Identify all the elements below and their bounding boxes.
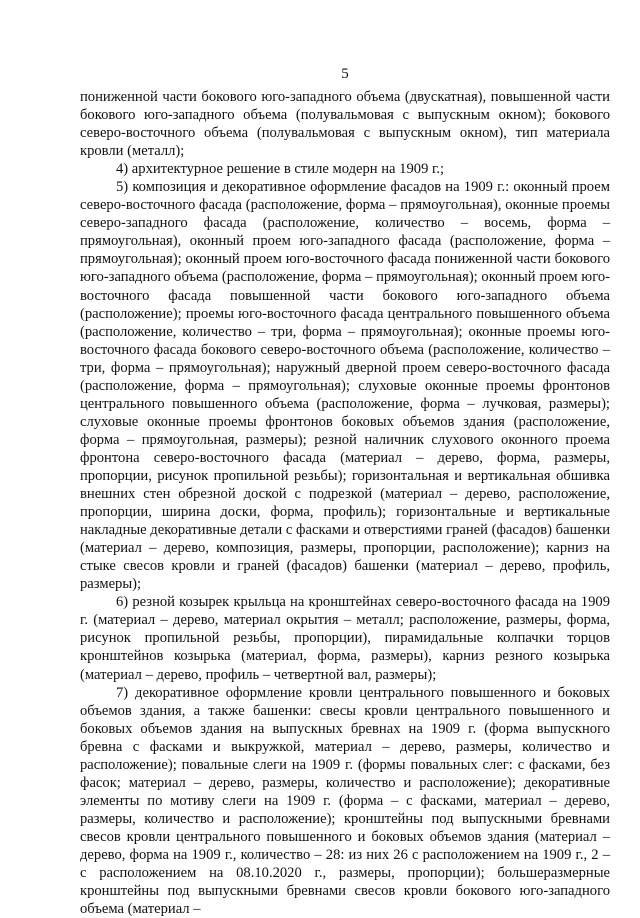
paragraph-roof-continuation: пониженной части бокового юго-западного объема (двускатная), повышенной части бокового юго-западного объема (полувальмовая с выпускным окном); бокового северо-восточного объема (полувальмовая с выпускным окном), тип материала кровли (металл); [80,89,610,160]
paragraph-item-5: 5) композиция и декоративное оформление фасадов на 1909 г.: оконный проем северо-восточного фасада (расположение, форма – прямоугольная), оконные проемы северо-западного фасада (расположение, количество – восемь, форма – прямоугольная), оконный проем юго-западного фасада (расположение, форма – прямоугольная); оконный проем юго-восточного фасада пониженной части бокового юго-западного объема (расположение, форма – прямоугольная); оконный проем юго-восточного фасада повышенной части бокового юго-западного объема (расположение); проемы юго-восточного фасада центрального повышенного объема (расположение, количество – три, форма – прямоугольная); оконные проемы юго-восточного фасада бокового северо-восточного объема (расположение, количество – три, форма – прямоугольная); наружный дверной проем северо-восточного фасада (расположение, форма – прямоугольная); слуховые оконные проемы фронтонов центрального повышенного объема (расположение, форма – лучковая, размеры); слуховые оконные проемы фронтонов боковых объемов здания (расположение, форма – прямоугольная, размеры); резной наличник слухового оконного проема фронтона северо-восточного фасада (материал – дерево, форма, размеры, пропорции, рисунок пропильной резьбы); горизонтальная и вертикальная обшивка внешних стен обрезной доской с подрезкой (материал – дерево, расположение, пропорции, ширина доски, форма, профиль); горизонтальные и вертикальные накладные декоративные детали с фасками и отверстиями граней (фасадов) башенки (материал – дерево, композиция, размеры, пропорции, расположение); карниз на стыке свесов кровли и граней (фасадов) башенки (материал – дерево, профиль, размеры); [80,179,610,593]
page-number: 5 [341,66,349,82]
document-page [80,64,610,918]
paragraph-item-7: 7) декоративное оформление кровли центрального повышенного и боковых объемов здания, а также башенки: свесы кровли центрального повышенного и боковых объемов здания на выпускных бревнах на 1909 г. (форма выпускного бревна с фасками и выкружкой, материал – дерево, размеры, количество и расположение); повальные слеги на 1909 г. (формы повальных слег: с фасками, без фасок; материал – дерево, размеры, количество и расположение); декоративные элементы по мотиву слеги на 1909 г. (форма – с фасками, материал – дерево, размеры, количество и расположение); кронштейны под выпускными бревнами свесов кровли центрального повышенного и боковых объемов здания (материал – дерево, форма на 1909 г., количество – 28: из них 26 с расположением на 1909 г., 2 – с расположением на 08.10.2020 г., размеры, пропорции); большеразмерные кронштейны под выпускными бревнами свесов кровли бокового юго-западного объема (материал – [80,684,610,918]
paragraph-item-4: 4) архитектурное решение в стиле модерн на 1909 г.; [116,161,445,178]
paragraph-item-6: 6) резной козырек крыльца на кронштейнах северо-восточного фасада на 1909 г. (материал – дерево, материал окрытия – металл; расположение, размеры, форма, рисунок пропильной резьбы, пропорции), пирамидальные колпачки торцов кронштейнов козырька (материал, форма, размеры), карниз резного козырька (материал – дерево, профиль – четвертной вал, размеры); [80,594,610,683]
